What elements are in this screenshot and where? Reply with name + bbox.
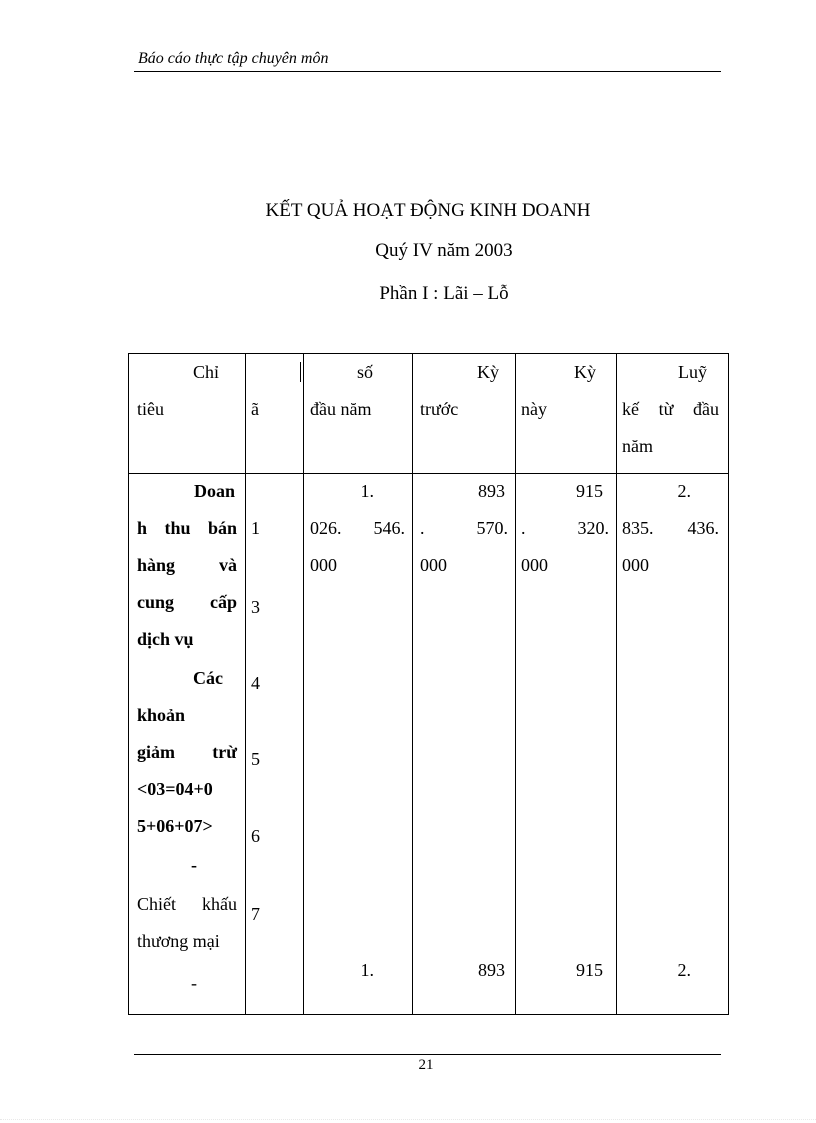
value-luyke: 2. — [677, 481, 691, 501]
header-rule — [134, 71, 721, 72]
header-kytruoc-2: trước — [420, 399, 459, 419]
value-kynay: . 320. — [521, 518, 609, 538]
chitieu-line: 5+06+07> — [137, 816, 213, 836]
footer-rule — [134, 1054, 721, 1055]
chitieu-line: - — [191, 973, 197, 993]
value-luyke: 835. 436. — [622, 518, 719, 538]
col-divider — [412, 354, 413, 1014]
header-luyke-1: Luỹ — [678, 362, 707, 382]
chitieu-line: Doan — [193, 481, 235, 501]
header-ma: ã — [251, 399, 259, 419]
header-chitieu-1: Chỉ — [192, 362, 219, 382]
header-kytruoc-1: Kỳ — [477, 362, 499, 382]
chitieu-line: thương mại — [137, 931, 220, 951]
ma-code: 1 — [251, 518, 260, 538]
header-luyke-3: năm — [622, 436, 653, 456]
value-sodaunam: 000 — [310, 555, 337, 575]
value-sodaunam: 026. 546. — [310, 518, 405, 538]
chitieu-line: Các — [193, 668, 223, 688]
chitieu-line: dịch vụ — [137, 629, 194, 649]
value-kynay: 000 — [521, 555, 548, 575]
value-luyke-last: 2. — [677, 960, 691, 980]
income-table — [128, 353, 729, 1015]
col-divider — [245, 354, 246, 1014]
header-luyke-2: kế từ đầu — [622, 399, 719, 419]
chitieu-line: <03=04+0 — [137, 779, 213, 799]
value-kytruoc: 000 — [420, 555, 447, 575]
page-edge — [0, 1119, 816, 1120]
value-kytruoc: . 570. — [420, 518, 508, 538]
value-kytruoc: 893 — [478, 481, 505, 501]
page-number: 21 — [418, 1057, 434, 1073]
header-sodaunam-1: số — [357, 362, 374, 382]
ma-code: 3 — [251, 597, 260, 617]
value-kynay-last: 915 — [576, 960, 603, 980]
chitieu-line: hàng và — [137, 555, 237, 575]
ma-code: 5 — [251, 749, 260, 769]
report-period: Quý IV năm 2003 — [375, 240, 513, 261]
chitieu-line: - — [191, 855, 197, 875]
report-section: Phần I : Lãi – Lỗ — [379, 283, 509, 304]
page-header: Báo cáo thực tập chuyên môn — [138, 50, 329, 67]
chitieu-line: h thu bán — [137, 518, 237, 538]
value-kytruoc-last: 893 — [478, 960, 505, 980]
chitieu-line: Chiết khấu — [137, 894, 237, 914]
chitieu-line: giảm trừ — [137, 742, 237, 762]
value-sodaunam-last: 1. — [360, 960, 374, 980]
value-luyke: 000 — [622, 555, 649, 575]
ma-code: 7 — [251, 904, 260, 924]
col-divider — [515, 354, 516, 1014]
chitieu-line: khoản — [137, 705, 186, 725]
report-title: KẾT QUẢ HOẠT ĐỘNG KINH DOANH — [265, 200, 591, 221]
header-sodaunam-2: đầu năm — [310, 399, 372, 419]
chitieu-line: cung cấp — [137, 592, 237, 612]
ma-code: 6 — [251, 826, 260, 846]
value-sodaunam: 1. — [360, 481, 374, 501]
header-kynay-2: này — [521, 399, 547, 419]
tick-mark — [300, 362, 301, 382]
header-kynay-1: Kỳ — [574, 362, 596, 382]
col-divider — [616, 354, 617, 1014]
header-chitieu-2: tiêu — [137, 399, 164, 419]
col-divider — [303, 354, 304, 1014]
value-kynay: 915 — [576, 481, 603, 501]
ma-code: 4 — [251, 673, 260, 693]
